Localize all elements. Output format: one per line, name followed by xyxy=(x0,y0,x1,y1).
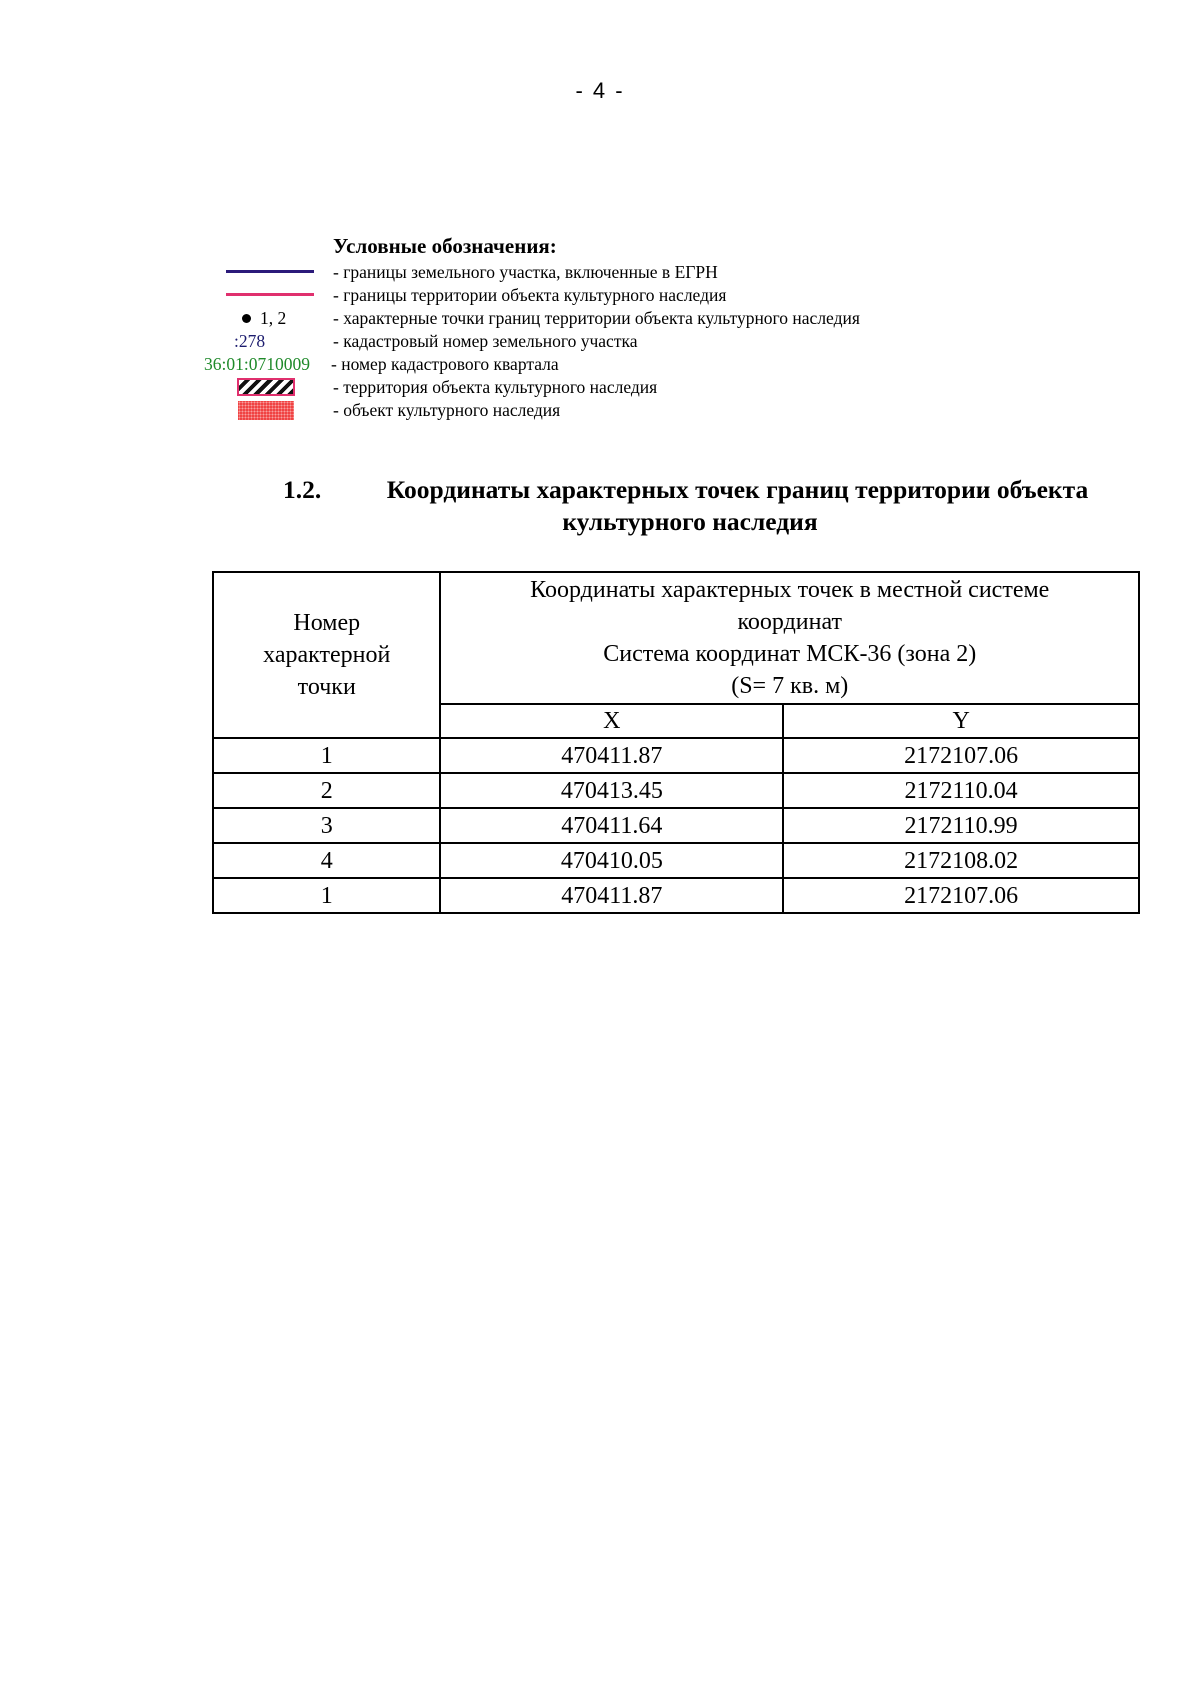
legend-item-label: - объект культурного наследия xyxy=(333,400,561,420)
point-number-cell: 1 xyxy=(213,878,440,913)
table-row xyxy=(213,843,1139,878)
legend-item-heritage-territory xyxy=(180,376,1040,398)
table-row xyxy=(213,773,1139,808)
point-number-cell: 1 xyxy=(213,738,440,773)
legend-item-egrn-boundary xyxy=(180,261,1040,283)
y-value-cell: 2172107.06 xyxy=(783,878,1139,913)
legend-item-label: - территория объекта культурного наследия xyxy=(333,377,658,397)
x-value-cell: 470413.45 xyxy=(440,773,783,808)
legend-item-label: - кадастровый номер земельного участка xyxy=(333,331,638,351)
point-number-header: Номер характерной точки xyxy=(213,572,440,738)
section-title-line2: культурного наследия xyxy=(562,507,818,536)
table-row xyxy=(213,738,1139,773)
pink-line-icon xyxy=(226,293,314,296)
point-number-cell: 4 xyxy=(213,843,440,878)
legend-item-label: - границы земельного участка, включенные в ЕГРН xyxy=(333,262,718,282)
cadastral-number-sample: :278 xyxy=(234,331,266,351)
legend-item-characteristic-points xyxy=(180,307,1040,329)
x-value-cell: 470411.87 xyxy=(440,878,783,913)
point-number-cell: 2 xyxy=(213,773,440,808)
page-number: - 4 - xyxy=(575,78,625,103)
coordinates-table xyxy=(212,571,1140,914)
navy-line-icon xyxy=(226,270,314,273)
coordinates-header: Координаты характерных точек в местной системе координат Система координат МСК-36 (зона 2) (S= 7 кв. м) xyxy=(440,572,1139,704)
legend-item-label: - номер кадастрового квартала xyxy=(331,354,559,374)
hatched-area-icon xyxy=(237,378,295,396)
y-column-header: Y xyxy=(783,704,1139,738)
x-value-cell: 470410.05 xyxy=(440,843,783,878)
x-value-cell: 470411.64 xyxy=(440,808,783,843)
x-value-cell: 470411.87 xyxy=(440,738,783,773)
y-value-cell: 2172110.04 xyxy=(783,773,1139,808)
legend-item-label: - характерные точки границ территории объекта культурного наследия xyxy=(333,308,860,328)
legend-title: Условные обозначения: xyxy=(333,234,557,258)
section-number: 1.2. xyxy=(283,475,322,504)
section-title-line1: Координаты характерных точек границ территории объекта xyxy=(386,475,1089,504)
table-row xyxy=(213,808,1139,843)
point-label: 1, 2 xyxy=(260,308,287,328)
y-value-cell: 2172107.06 xyxy=(783,738,1139,773)
red-area-icon xyxy=(238,401,294,420)
section-heading xyxy=(230,474,1150,538)
legend-item-cadastral-number xyxy=(180,330,1040,352)
legend-item-cadastral-quarter xyxy=(180,353,1040,375)
point-number-cell: 3 xyxy=(213,808,440,843)
x-column-header: X xyxy=(440,704,783,738)
y-value-cell: 2172110.99 xyxy=(783,808,1139,843)
table-row xyxy=(213,878,1139,913)
y-value-cell: 2172108.02 xyxy=(783,843,1139,878)
legend-item-heritage-object xyxy=(180,399,1040,421)
legend-item-heritage-territory-boundary xyxy=(180,284,1040,306)
legend-item-label: - границы территории объекта культурного наследия xyxy=(333,285,727,305)
cadastral-quarter-sample: 36:01:0710009 xyxy=(204,354,310,374)
point-dot-icon xyxy=(242,314,251,323)
